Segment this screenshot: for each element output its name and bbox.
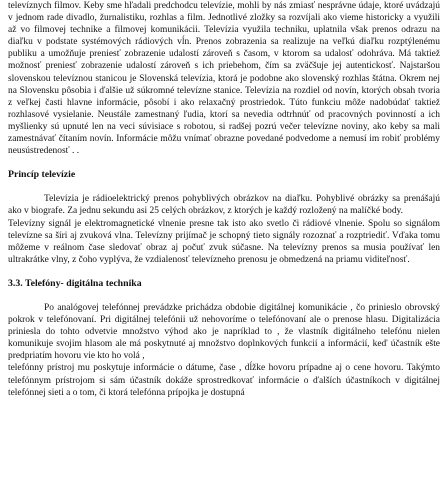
principle-paragraph-2: Televízny signál je elektromagnetické vlnenie presne tak isto ako svetlo či rádiové vlnenie. Spolu so signálom televízne sa šíri aj zvuková vlna. Televízny prijímač je schopný tieto signály rozoznať a rozptriediť. Vďaka tomu môžeme v reálnom čase sledovať obraz aj počuť zvuk súčasne. Na televízny prenos sa musia používať len ultrakrátke vlny, z čoho vyplýva, že vzdialenosť televízneho prenosu je obmedzená na priamu viditeľnosť. xyxy=(8,218,440,265)
document-page xyxy=(8,0,440,486)
telephones-paragraph-2: telefónny prístroj mu poskytuje informácie o dátume, čase , dĺžke hovoru prípadne aj o cene hovoru. Takýmto telefónnym prístrojom si sám účastník dokáže sprostredkovať informácie o ďalších účastníkoch v digitálnej telefónnej sieti a o tom, či ktorá telefónna prípojka je dostupná xyxy=(8,363,440,398)
section-heading-principle: Princíp televízie xyxy=(8,169,76,181)
spacer xyxy=(8,181,440,193)
intro-paragraph: televíznych filmov. Keby sme hľadali predchodcu televízie, mohli by nás zmiasť nesprávne údaje, ktoré uvádzajú v jednom rade divadlo, žurnalistiku, rozhlas a film. Jednotlivé zložky sa rozvíjali ako vieme historicky a využili až vo filmovej technike a filmovej komunikácii. Televízia využila techniku, uplatnila však prenos odrazu na diaľku v podstate systémových rádiových vĺn. Prenos zobrazenia sa realizuje na veľkú diaľku rozptýlenému publiku a umožňuje preniesť zobrazenie udalostí zároveň s časom, v ktorom sa udalosť odohráva. Má taktiež možnosť preniesť zobrazenie udalostí zároveň s ich priebehom, čím sa zväčšuje jej autentickosť. Najstaršou slovenskou televíznou stanicou je Slovenská televízia, ktorá je podobne ako slovenský rozhlas štátna. Okrem nej na Slovensku pôsobia i ďalšie už súkromné televízne stanice. Televízia na rozdiel od novín, ktorých obsah tvoria z veľkej časti hlavne informácie, pôsobí i ako relaxačný prostriedok. Túto funkciu môže nadobúdať taktiež rozhlasové vysielanie. Neustále zamestnaný ľudia, ktorí sa nevedia odtrhnúť od pracovných povinností a ich myšlienky sú upnuté len na veci súvisiace s robotou, si radšej pozrú večer televízne noviny, ako keby sa mali zamestnávať čítaním novín. Informácie môžu vnímať obrazne povedané podvedome a nemusí im robiť problémy neusústredenosť . . xyxy=(8,1,440,157)
spacer xyxy=(8,266,440,278)
spacer xyxy=(8,157,440,169)
principle-paragraph-1: Televízia je rádioelektrický prenos pohyblivých obrázkov na diaľku. Pohyblivé obrázky sa prenášajú ako v biografe. Za jednu sekundu asi 25 celých obrázkov, z ktorých je každý rozložený na malíčké body. xyxy=(8,194,440,217)
telephones-paragraph-1: Po analógovej telefónnej prevádzke prichádza obdobie digitálnej komunikácie , čo prinieslo obrovský pokrok v telefónovaní. Pri digitálnej telefónii už nehovoríme o telefónovaní ale o prenose hlasu. Digitalizácia priniesla do tohto odvetvie množstvo výhod ako je napríklad to , že vlastník digitálneho telefónu nielen komunikuje svojim hlasom ale má poskytnuté aj množstvo doplnkových funkcií a informácií, keď účastník ešte predpriatím hovoru vie kto ho volá , xyxy=(8,302,440,362)
spacer xyxy=(8,290,440,302)
section-heading-telephones: 3.3. Telefóny- digitálna technika xyxy=(8,277,142,289)
